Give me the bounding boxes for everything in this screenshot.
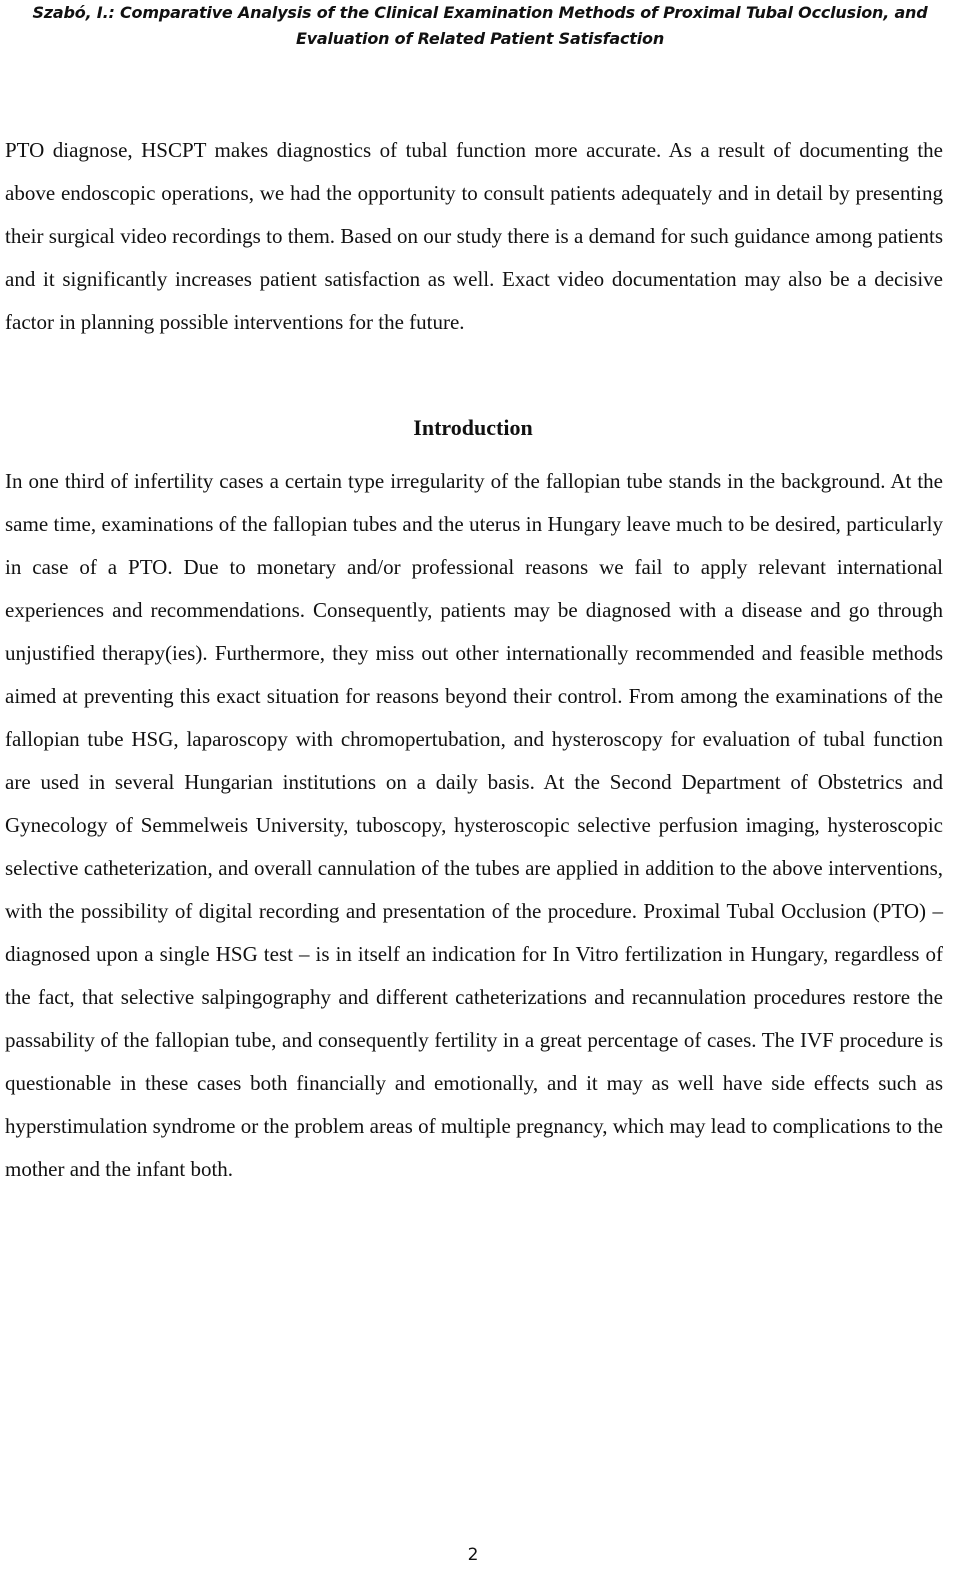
running-header: [0, 0, 960, 52]
body-paragraph-1: PTO diagnose, HSCPT makes diagnostics of tubal function more accurate. As a result of documenting the above endoscopic operations, we had the opportunity to consult patients adequately and in detail by presenting their surgical video recordings to them. Based on our study there is a demand for such guidance among patients and it significantly increases patient satisfaction as well. Exact video documentation may also be a decisive factor in planning possible interventions for the future.: [5, 138, 943, 334]
page-number: 2: [467, 1545, 479, 1565]
running-header-line-2: Evaluation of Related Patient Satisfaction: [295, 29, 665, 48]
body-paragraph-2: In one third of infertility cases a certain type irregularity of the fallopian tube stands in the background. At the same time, examinations of the fallopian tubes and the uterus in Hungary leave much to be desired, particularly in case of a PTO. Due to monetary and/or professional reasons we fail to apply relevant international experiences and recommendations. Consequently, patients may be diagnosed with a disease and go through unjustified therapy(ies). Furthermore, they miss out other internationally recommended and feasible methods aimed at preventing this exact situation for reasons beyond their control. From among the examinations of the fallopian tube HSG, laparoscopy with chromopertubation, and hysteroscopy for evaluation of tubal function are used in several Hungarian institutions on a daily basis. At the Second Department of Obstetrics and Gynecology of Semmelweis University, tuboscopy, hysteroscopic selective perfusion imaging, hysteroscopic selective catheterization, and overall cannulation of the tubes are applied in addition to the above interventions, with the possibility of digital recording and presentation of the procedure. Proximal Tubal Occlusion (PTO) – diagnosed upon a single HSG test – is in itself an indication for In Vitro fertilization in Hungary, regardless of the fact, that selective salpingography and different catheterizations and recannulation procedures restore the passability of the fallopian tube, and consequently fertility in a great percentage of cases. The IVF procedure is questionable in these cases both financially and emotionally, and it may as well have side effects such as hyperstimulation syndrome or the problem areas of multiple pregnancy, which may lead to complications to the mother and the infant both.: [5, 469, 943, 1181]
running-header-line-1: Szabó, I.: Comparative Analysis of the Clinical Examination Methods of Proximal Tubal Occlusion, and: [32, 3, 928, 22]
section-heading-introduction: Introduction: [413, 415, 533, 440]
